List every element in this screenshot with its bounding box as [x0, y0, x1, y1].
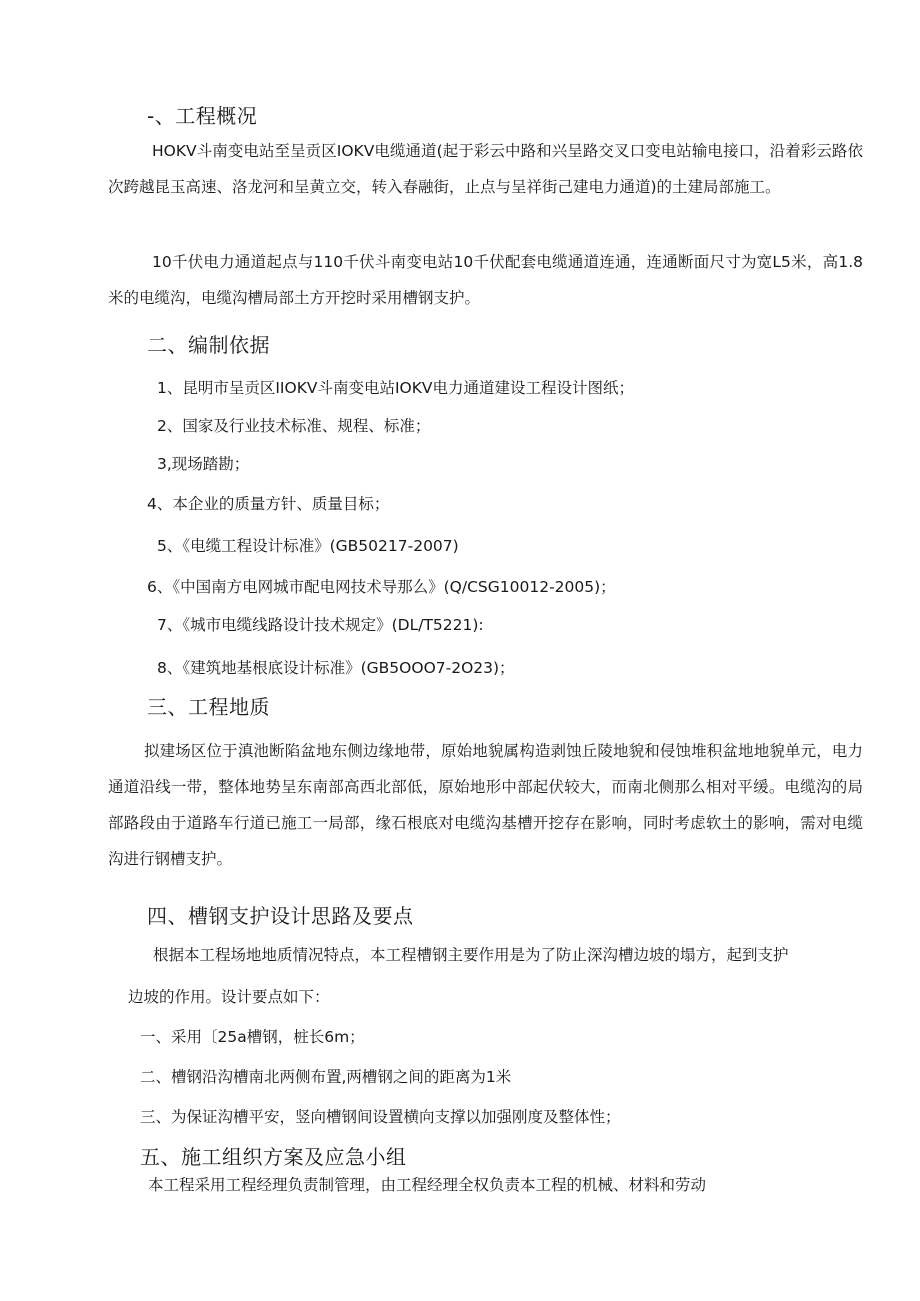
- overview-paragraph-2: 10千伏电力通道起点与110千伏斗南变电站10千伏配套电缆通道连通，连通断面尺寸为宽L5米，高1.8米的电缆沟，电缆沟槽局部土方开挖时采用槽钢支护。: [108, 253, 863, 307]
- support-paragraph-line-2: 边坡的作用。设计要点如下：: [128, 988, 330, 1006]
- basis-item-1: 1、昆明市呈贡区IIOKV斗南变电站IOKV电力通道建设工程设计图纸；: [157, 379, 635, 397]
- basis-item-6: 6、《中国南方电网城市配电网技术导那么》(Q/CSG10012-2005)；: [147, 578, 616, 596]
- organization-paragraph: 本工程采用工程经理负责制管理，由工程经理全权负责本工程的机械、材料和劳动: [148, 1176, 707, 1194]
- basis-item-5: 5、《电缆工程设计标准》(GB50217-2007): [157, 537, 459, 555]
- section-heading-overview: -、工程概况: [147, 104, 258, 128]
- basis-item-2: 2、国家及行业技术标准、规程、标准；: [157, 417, 431, 435]
- overview-paragraph-1: HOKV斗南变电站至呈贡区IOKV电缆通道(起于彩云中路和兴呈路交叉口变电站输电接口，沿着彩云路依次跨越昆玉高速、洛龙河和呈黄立交，转入春融街，止点与呈祥街己建电力通道)的土建局部施工。: [108, 142, 863, 196]
- support-item-2: 二、槽钢沿沟槽南北两侧布置,两槽钢之间的距离为1米: [140, 1068, 512, 1086]
- section-heading-support-design: 四、槽钢支护设计思路及要点: [147, 904, 414, 928]
- support-paragraph-line-1: 根据本工程场地地质情况特点，本工程槽钢主要作用是为了防止深沟槽边坡的塌方，起到支护: [153, 946, 789, 964]
- basis-item-7: 7、《城市电缆线路设计技术规定》(DL/T5221):: [157, 616, 484, 634]
- section-heading-geology: 三、工程地质: [147, 695, 270, 719]
- section-heading-organization: 五、施工组织方案及应急小组: [140, 1145, 407, 1169]
- basis-item-8: 8、《建筑地基根底设计标准》(GB5OOO7-2O23)；: [157, 659, 515, 677]
- geology-paragraph: 拟建场区位于滇池断陷盆地东侧边缘地带，原始地貌属构造剥蚀丘陵地貌和侵蚀堆积盆地地貌单元，电力通道沿线一带，整体地势呈东南部高西北部低，原始地形中部起伏较大，而南北侧那么相对平缓。电缆沟的局部路段由于道路车行道已施工一局部，缘石根底对电缆沟基槽开挖存在影响，同时考虑软土的影响，需对电缆沟进行钢槽支护。: [108, 742, 863, 868]
- support-item-3: 三、为保证沟槽平安，竖向槽钢间设置横向支撑以加强刚度及整体性；: [140, 1108, 621, 1126]
- section-heading-basis: 二、编制依据: [147, 333, 270, 357]
- basis-item-4: 4、本企业的质量方针、质量目标；: [147, 495, 390, 513]
- basis-item-3: 3,现场踏勘；: [157, 455, 250, 473]
- support-item-1: 一、采用〔25a槽钢，桩长6m；: [140, 1028, 365, 1046]
